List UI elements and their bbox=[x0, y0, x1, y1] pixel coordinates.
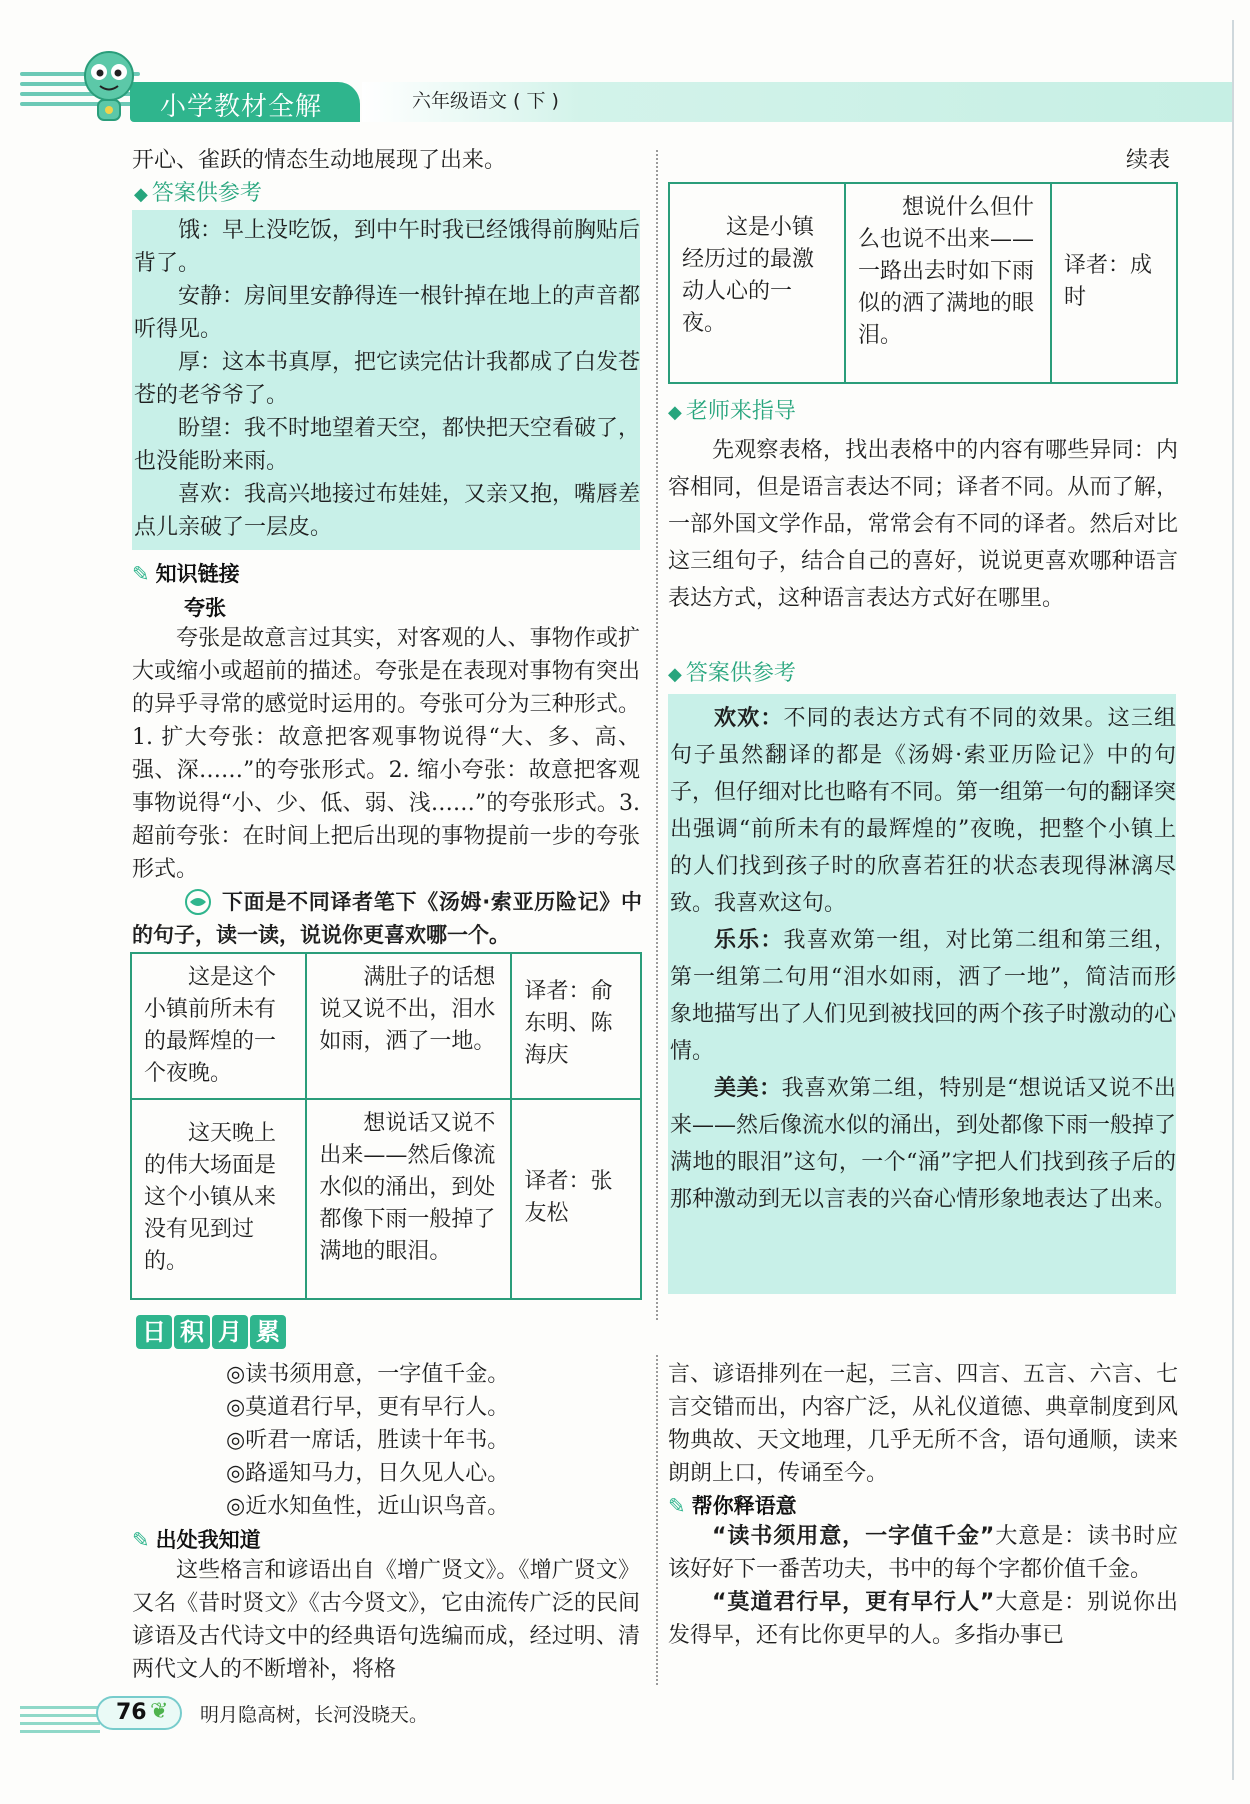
table-row bbox=[669, 183, 1177, 383]
answer-item: 盼望：我不时地望着天空，都快把天空看破了，也没能盼来雨。 bbox=[134, 416, 641, 474]
answer-item: 饿：早上没吃饭，到中午时我已经饿得前胸贴后背了。 bbox=[134, 218, 641, 276]
translation-table-continued bbox=[668, 182, 1178, 384]
table-cell: 这是这个小镇前所未有的最辉煌的一个夜晚。 bbox=[131, 953, 306, 1099]
table-cell: 这是小镇经历过的最激动人心的一夜。 bbox=[669, 183, 845, 383]
answer-item: 安静：房间里安静得连一根针掉在地上的声音都听得见。 bbox=[134, 284, 641, 342]
pen-icon: ✎ bbox=[132, 562, 150, 586]
diamond-icon: ◆ bbox=[668, 402, 682, 423]
proverb-item: ◎近水知鱼性，近山识鸟音。 bbox=[226, 1494, 510, 1519]
table-cell: 这天晚上的伟大场面是这个小镇从来没有见到过的。 bbox=[131, 1099, 306, 1299]
page-number-badge bbox=[96, 1696, 182, 1730]
column-divider bbox=[656, 150, 658, 1320]
footer-stripes bbox=[20, 1706, 100, 1738]
page-number: 76 bbox=[116, 1700, 147, 1725]
answer-item: 喜欢：我高兴地接过布娃娃，又亲又抱，嘴唇差点儿亲破了一层皮。 bbox=[134, 482, 641, 540]
table-cell: 想说话又说不出来——然后像流水似的涌出，到处都像下雨一般掉了满地的眼泪。 bbox=[306, 1099, 511, 1299]
header-title: 小学教材全解 bbox=[160, 92, 323, 122]
page-edge bbox=[1232, 20, 1234, 1780]
table-row bbox=[131, 1099, 641, 1299]
leaf-icon: ❦ bbox=[150, 1699, 169, 1724]
answer-item: 厚：这本书真厚，把它读完估计我都成了白发苍苍的老爷爷了。 bbox=[134, 350, 641, 408]
table-cell: 满肚子的话想说又说不出，泪水如雨，洒了一地。 bbox=[306, 953, 511, 1099]
table-cell: 译者：俞东明、陈海庆 bbox=[511, 953, 641, 1099]
table-cell: 译者：张友松 bbox=[511, 1099, 641, 1299]
knowledge-heading: ✎ 知识链接 bbox=[132, 562, 240, 586]
answer-speaker: 欢欢： bbox=[714, 706, 784, 731]
header-subtitle: 六年级语文 ( 下 ) bbox=[412, 90, 559, 112]
pen-icon: ✎ bbox=[132, 1528, 150, 1552]
teacher-heading: ◆ 老师来指导 bbox=[668, 399, 796, 424]
continued-label: 续表 bbox=[1126, 148, 1171, 173]
diamond-icon: ◆ bbox=[134, 184, 148, 205]
knowledge-text: 夸张是故意言过其实，对客观的人、事物作或扩大或缩小或超前的描述。夸张是在表现对事物有突出的异乎寻常的感觉时运用的。夸张可分为三种形式。1. 扩大夸张：故意把客观事物说得“大、多、高、强、深……”的夸张形式。2. 缩小夸张：故意把客观事物说得“小、少、低、弱、浅……”的夸张形式。3. 超前夸张：在时间上把后出现的事物提前一步的夸张形式。 bbox=[132, 626, 640, 882]
diamond-icon: ◆ bbox=[668, 664, 682, 685]
table-row bbox=[131, 953, 641, 1099]
explain-item: “莫道君行早，更有早行人”大意是：别说你出发得早，还有比你更早的人。多指办事已 bbox=[668, 1590, 1178, 1648]
pen-icon: ✎ bbox=[668, 1494, 686, 1518]
table-cell: 译者：成时 bbox=[1051, 183, 1177, 383]
column-divider-bottom bbox=[656, 1355, 658, 1685]
right-answer-heading: ◆ 答案供参考 bbox=[668, 661, 796, 686]
left-intro-text: 开心、雀跃的情态生动地展现了出来。 bbox=[132, 148, 507, 173]
header-title-band bbox=[130, 82, 360, 122]
left-answer-list bbox=[134, 214, 640, 544]
proverb-item: ◎听君一席话，胜读十年书。 bbox=[226, 1428, 510, 1453]
riji-yuelei-label: 日 积 月 累 bbox=[136, 1315, 296, 1351]
footer-motto: 明月隐高树，长河没晓天。 bbox=[200, 1704, 429, 1726]
translation-table bbox=[130, 952, 642, 1300]
answer-item: 美美：我喜欢第二组，特别是“想说话又说不出来——然后像流水似的涌出，到处都像下雨一般掉了满地的眼泪”这句，一个“涌”字把人们找到孩子后的那种激动到无以言表的兴奋心情形象地表达了出来。 bbox=[670, 1076, 1177, 1212]
answer-item: 乐乐：我喜欢第一组，对比第二组和第三组，第一组第二句用“泪水如雨，洒了一地”，简洁而形象地描写出了人们见到被找回的两个孩子时激动的心情。 bbox=[670, 928, 1177, 1064]
right-answer-list bbox=[670, 700, 1176, 1218]
proverb-item: ◎读书须用意，一字值千金。 bbox=[226, 1362, 510, 1387]
reading-icon bbox=[182, 888, 214, 916]
table-cell: 想说什么但什么也说不出来——一路出去时如下雨似的洒了满地的眼泪。 bbox=[845, 183, 1051, 383]
proverb-item: ◎路遥知马力，日久见人心。 bbox=[226, 1461, 510, 1486]
explain-item: “读书须用意，一字值千金”大意是：读书时应该好好下一番苦功夫，书中的每个字都价值千金。 bbox=[668, 1524, 1178, 1582]
frog-mascot-icon bbox=[74, 48, 144, 128]
task-instruction: 下面是不同译者笔下《汤姆·索亚历险记》中的句子，读一读，说说你更喜欢哪一个。 bbox=[132, 890, 642, 947]
answer-speaker: 美美： bbox=[714, 1076, 782, 1101]
answer-speaker: 乐乐： bbox=[714, 928, 784, 953]
teacher-text: 先观察表格，找出表格中的内容有哪些异同：内容相同，但是语言表达不同；译者不同。从而了解，一部外国文学作品，常常会有不同的译者。然后对比这三组句子，结合自己的喜好，说说更喜欢哪种语言表达方式，这种语言表达方式好在哪里。 bbox=[668, 438, 1178, 611]
source-text: 这些格言和谚语出自《增广贤文》。《增广贤文》又名《昔时贤文》《古今贤文》，它由流传广泛的民间谚语及古代诗文中的经典语句选编而成，经过明、清两代文人的不断增补，将格 bbox=[132, 1558, 640, 1682]
knowledge-subheading: 夸张 bbox=[184, 596, 226, 620]
explain-text bbox=[668, 1520, 1178, 1652]
source-heading: ✎ 出处我知道 bbox=[132, 1528, 261, 1552]
left-answer-heading: ◆ 答案供参考 bbox=[134, 181, 262, 206]
proverb-item: ◎莫道君行早，更有早行人。 bbox=[226, 1395, 510, 1420]
source-text-continued: 言、谚语排列在一起，三言、四言、五言、六言、七言交错而出，内容广泛，从礼仪道德、典章制度到风物典故、天文地理，几乎无所不含，语句通顺，读来朗朗上口，传诵至今。 bbox=[668, 1362, 1178, 1486]
explain-heading: ✎ 帮你释语意 bbox=[668, 1494, 797, 1518]
answer-item: 欢欢：不同的表达方式有不同的效果。这三组句子虽然翻译的都是《汤姆·索亚历险记》中的句子，但仔细对比也略有不同。第一组第一句的翻译突出强调“前所未有的最辉煌的”夜晚，把整个小镇上的人们找到孩子时的欣喜若狂的状态表现得淋漓尽致。我喜欢这句。 bbox=[670, 706, 1177, 916]
proverb-list bbox=[226, 1358, 646, 1523]
